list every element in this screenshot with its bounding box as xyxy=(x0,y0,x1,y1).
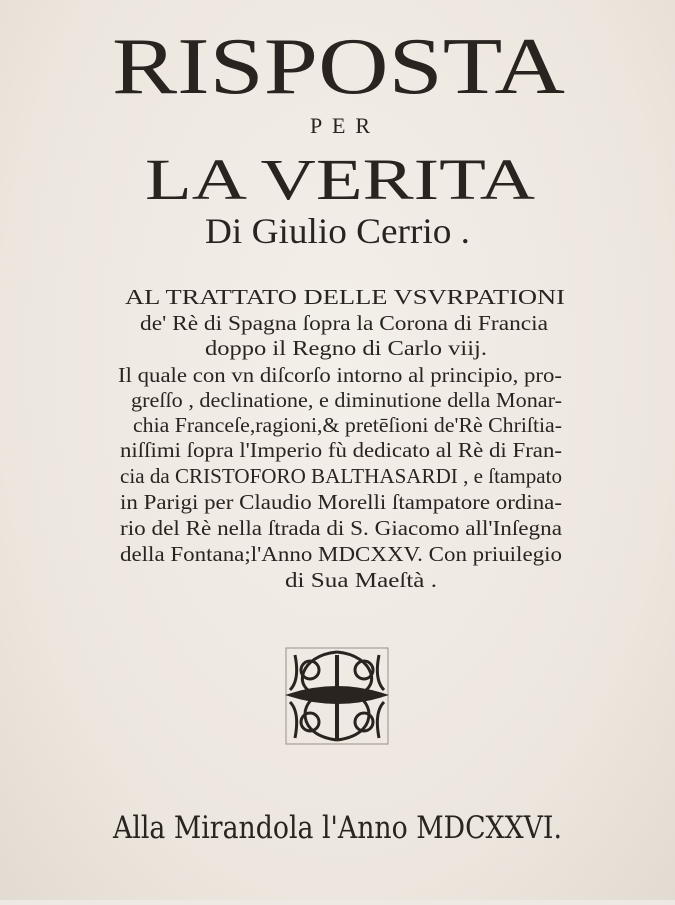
description-line: AL TRATTATO DELLE VSVRPATIONI xyxy=(125,285,566,309)
description-line: di Sua Maeſtà . xyxy=(285,568,437,592)
floral-ornament-icon xyxy=(286,648,388,744)
description-line: rio del Rè nella ſtrada di S. Giacomo all'Inſegna xyxy=(120,516,563,540)
description-line: della Fontana;l'Anno MDCXXV. Con priuilegio xyxy=(120,542,562,566)
description-line: doppo il Regno di Carlo viij. xyxy=(205,336,487,360)
description-line: de' Rè di Spagna ſopra la Corona di Francia xyxy=(140,311,549,335)
imprint: Alla Mirandola l'Anno MDCXXVI. xyxy=(112,810,562,846)
description-line: niſſimi ſopra l'Imperio fù dedicato al Rè di Fran- xyxy=(120,438,562,462)
author: Di Giulio Cerrio . xyxy=(205,211,470,251)
title: RISPOSTA xyxy=(112,23,566,111)
subtitle: LA VERITA xyxy=(145,147,536,212)
description-line: in Parigi per Claudio Morelli ſtampatore ordina- xyxy=(120,490,563,514)
description-line: greſſo , declinatione, e diminutione della Monar- xyxy=(131,388,562,412)
description-line: cia da CRISTOFORO BALTHASARDI , e ſtampato xyxy=(120,464,562,488)
title-per: PER xyxy=(310,113,370,138)
description-line: Il quale con vn diſcorſo intorno al principio, pro- xyxy=(118,363,562,387)
description-line: chia Franceſe,ragioni,& pretēſioni de'Rè Chriſtia- xyxy=(133,413,563,437)
